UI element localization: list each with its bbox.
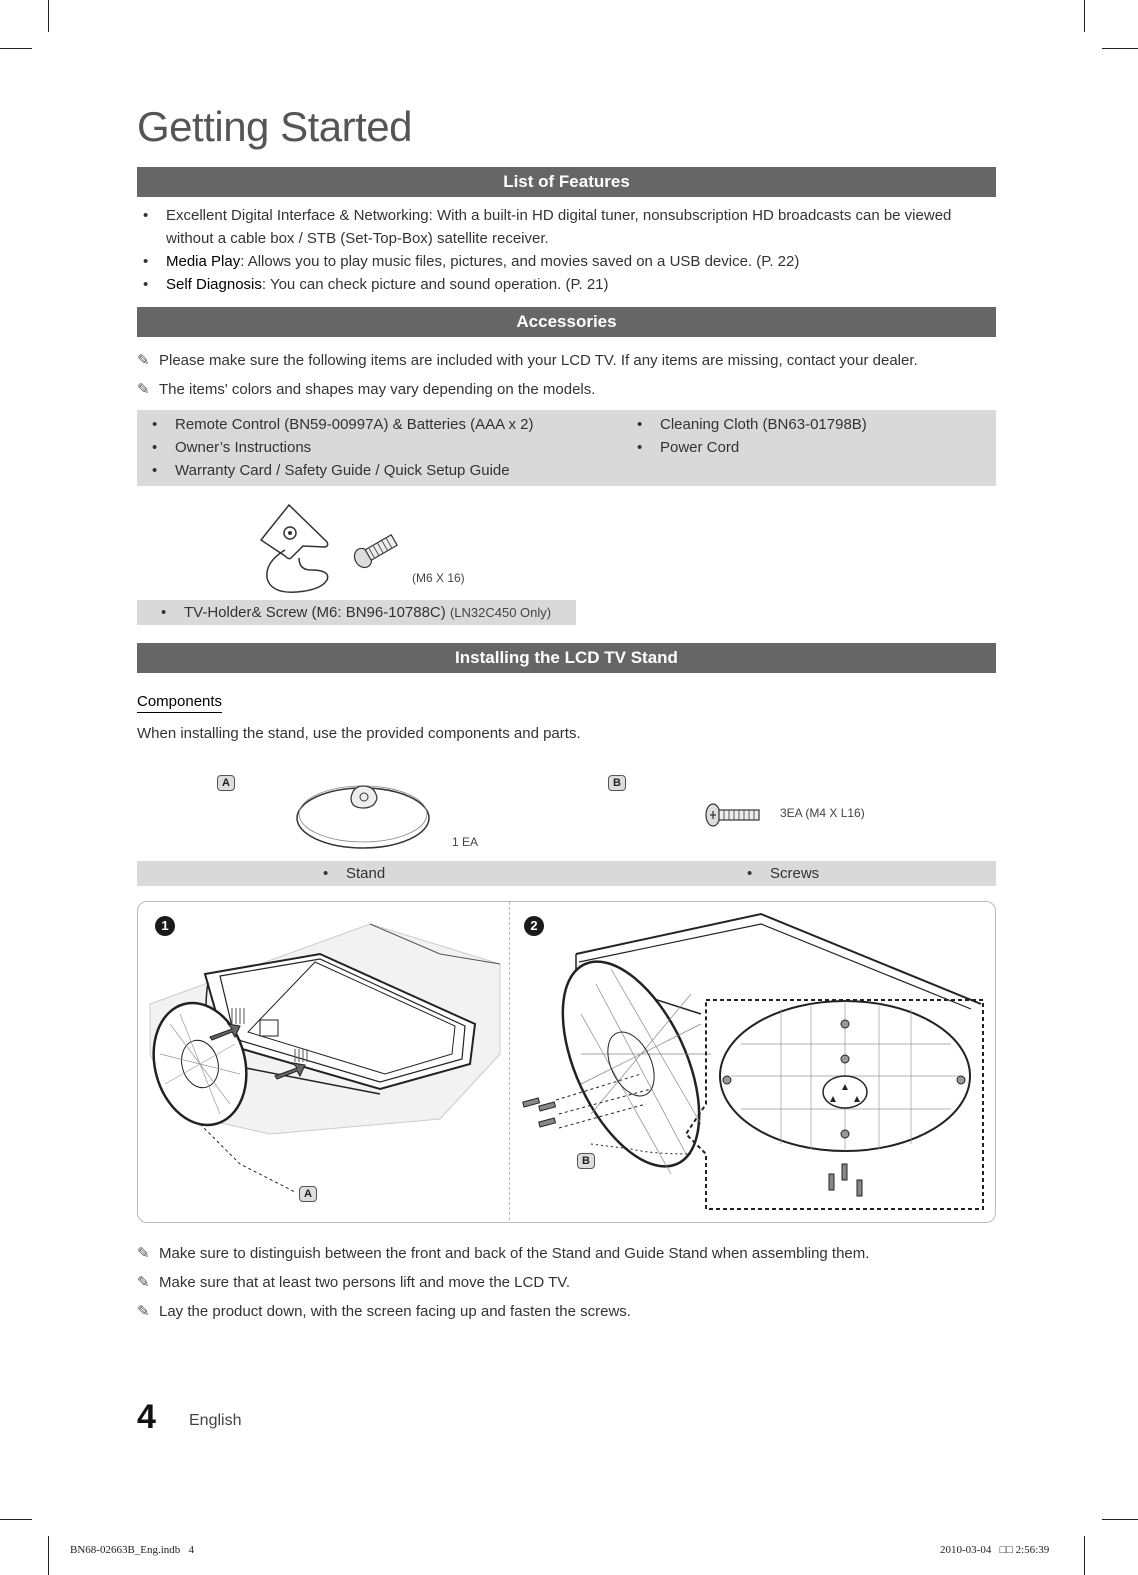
section-heading-accessories: Accessories — [137, 307, 996, 337]
holder-note: (LN32C450 Only) — [449, 605, 552, 620]
print-date-label: 2010-03-04 □□ 2:56:39 — [940, 1544, 1050, 1556]
screw-illustration — [704, 800, 766, 830]
parts-list-stand — [317, 862, 517, 885]
crop-mark — [1102, 1519, 1138, 1520]
holder-item-text: TV-Holder& Screw (M6: BN96-10788C) — [184, 604, 446, 621]
list-item: • Owner’s Instructions — [146, 436, 606, 459]
crop-mark — [1084, 1536, 1085, 1575]
note — [137, 1244, 869, 1262]
crop-mark — [1102, 48, 1138, 49]
crop-mark — [0, 48, 32, 49]
components-label: Components — [137, 693, 222, 713]
pencil-note-icon: ✎ — [137, 1245, 150, 1262]
holder-list — [155, 601, 575, 624]
list-item — [155, 601, 575, 624]
features-list — [137, 204, 987, 296]
pencil-note-icon: ✎ — [137, 1274, 150, 1291]
note — [137, 380, 595, 398]
feature-lead: Media Play — [166, 253, 241, 270]
list-item: • Cleaning Cloth (BN63-01798B) — [631, 413, 981, 436]
part-b-qty: 3EA (M4 X L16) — [780, 806, 865, 820]
list-item: • Warranty Card / Safety Guide / Quick Setup Guide — [146, 459, 606, 482]
note — [137, 351, 918, 369]
stand-intro: When installing the stand, use the provided components and parts. — [137, 725, 581, 742]
step-2-part-b-badge: B — [577, 1153, 595, 1169]
step-2-number: 2 — [524, 916, 544, 936]
accessories-list-right — [631, 413, 981, 459]
feature-text: Excellent Digital Interface & Networking: With a built-in HD digital tuner, nonsubscription HD broadcasts can be viewed without a cable box / STB (Set-Top-Box) satellite receiver. — [166, 207, 952, 247]
crop-mark — [1084, 0, 1085, 32]
step-1-illustration — [140, 904, 508, 1218]
parts-list-screws — [741, 862, 941, 885]
note — [137, 1302, 631, 1320]
part-a-badge: A — [217, 775, 235, 791]
pencil-note-icon: ✎ — [137, 352, 150, 369]
stand-base-illustration — [295, 772, 435, 852]
section-heading-features: List of Features — [137, 167, 996, 197]
part-b-badge: B — [608, 775, 626, 791]
feature-text: : Allows you to play music files, pictures, and movies saved on a USB device. (P. 22) — [240, 253, 800, 270]
page-language: English — [189, 1412, 242, 1429]
list-item: • Screws — [741, 862, 941, 885]
feature-lead: Self Diagnosis — [166, 276, 262, 293]
note-text: Make sure that at least two persons lift and move the LCD TV. — [159, 1274, 571, 1291]
print-file-label: BN68-02663B_Eng.indb 4 — [70, 1544, 195, 1556]
step-1-part-a-badge: A — [299, 1186, 317, 1202]
accessories-list-left — [146, 413, 606, 482]
tv-holder-illustration — [255, 500, 415, 596]
page-number: 4 — [137, 1398, 156, 1436]
list-item: • Power Cord — [631, 436, 981, 459]
feature-text: : You can check picture and sound operation. (P. 21) — [261, 276, 609, 293]
section-heading-stand: Installing the LCD TV Stand — [137, 643, 996, 673]
note-text: The items' colors and shapes may vary depending on the models. — [159, 381, 596, 398]
list-item: • Remote Control (BN59-00997A) & Batteries (AAA x 2) — [146, 413, 606, 436]
note-text: Make sure to distinguish between the front and back of the Stand and Guide Stand when assembling them. — [159, 1245, 870, 1262]
page-title: Getting Started — [137, 103, 412, 150]
list-item — [137, 204, 987, 250]
list-item — [137, 273, 987, 296]
crop-mark — [0, 1519, 32, 1520]
step-1-number: 1 — [155, 916, 175, 936]
crop-mark — [48, 0, 49, 32]
note-text: Lay the product down, with the screen facing up and fasten the screws. — [159, 1303, 631, 1320]
screw-spec-label: (M6 X 16) — [412, 571, 465, 585]
part-a-qty: 1 EA — [452, 835, 479, 849]
list-item — [137, 250, 987, 273]
list-item: • Stand — [317, 862, 517, 885]
note — [137, 1273, 570, 1291]
figure-divider — [509, 902, 510, 1220]
pencil-note-icon: ✎ — [137, 381, 150, 398]
pencil-note-icon: ✎ — [137, 1303, 150, 1320]
crop-mark — [48, 1536, 49, 1575]
step-2-illustration — [511, 904, 993, 1218]
note-text: Please make sure the following items are included with your LCD TV. If any items are missing, contact your dealer. — [159, 352, 918, 369]
